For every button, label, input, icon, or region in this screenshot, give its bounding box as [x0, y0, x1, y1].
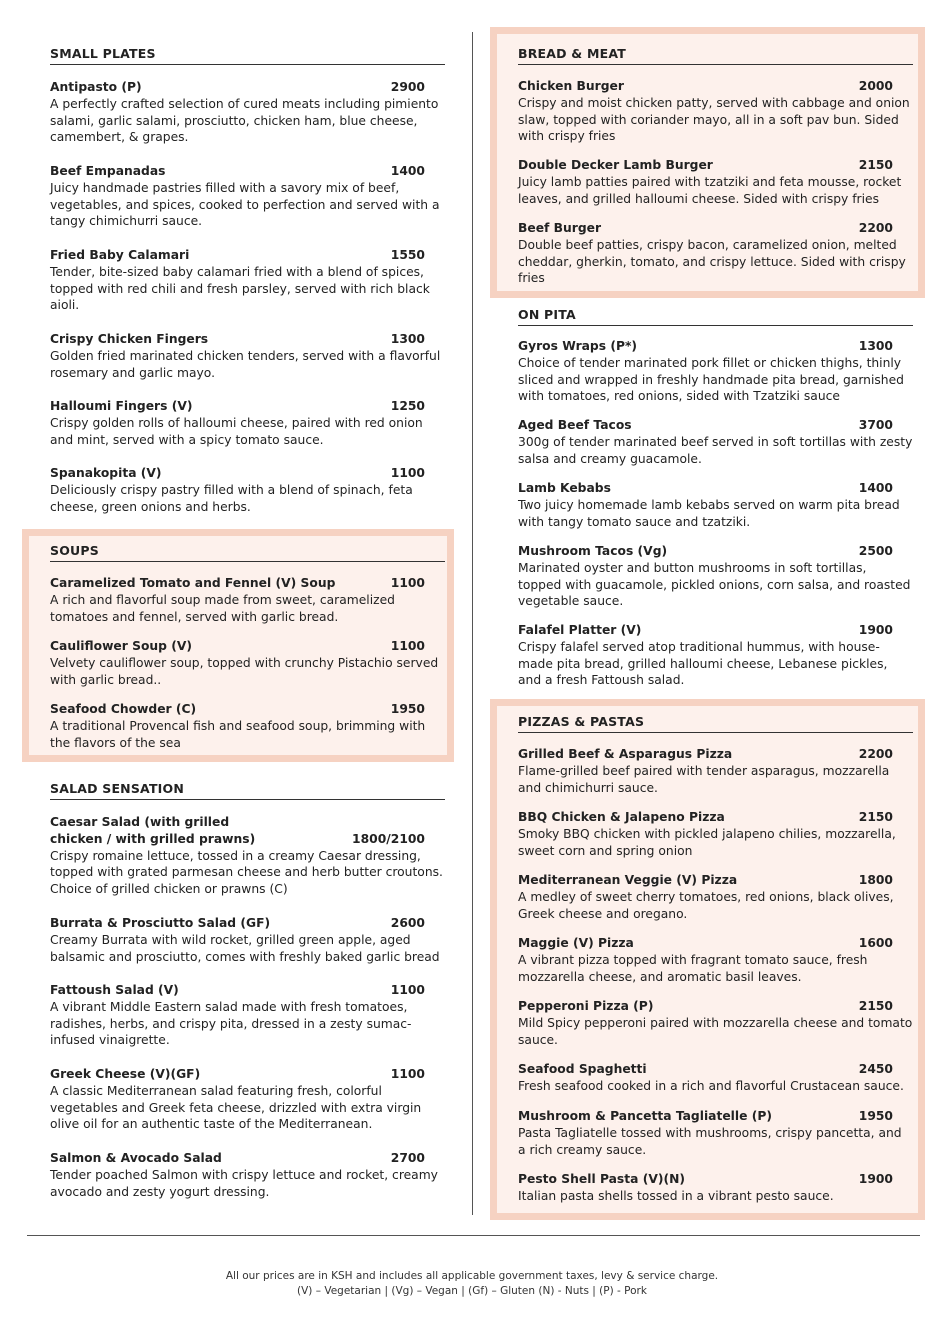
item-description: Golden fried marinated chicken tenders, served with a flavorful rosemary and garlic mayo. [50, 348, 441, 380]
section-pizzas-pastas [490, 699, 925, 1220]
item-price: 1550 [390, 248, 425, 262]
item-name: Burrata & Prosciutto Salad (GF) [50, 916, 271, 930]
item-description: Fresh seafood cooked in a rich and flavorful Crustacean sauce. [518, 1078, 904, 1093]
item-description: A rich and flavorful soup made from sweet, caramelized tomatoes and fennel, served with garlic bread. [50, 592, 395, 624]
item-description: Choice of tender marinated pork fillet or chicken thighs, thinly sliced and wrapped in freshly handmade pita bread, garnished with tomatoes, red onions, sided with Tzatziki sauce [518, 355, 904, 404]
item-description: Double beef patties, crispy bacon, caramelized onion, melted cheddar, gherkin, tomato, and crispy lettuce. Sided with crispy fries [518, 237, 906, 286]
item-price: 1950 [858, 1109, 893, 1123]
item-description: A vibrant pizza topped with fragrant tomato sauce, fresh mozzarella cheese, and aromatic basil leaves. [518, 952, 868, 984]
item-description: Velvety cauliflower soup, topped with crunchy Pistachio served with garlic bread.. [50, 655, 439, 687]
menu-item [518, 220, 906, 287]
item-name: Caesar Salad (with grilled chicken / with grilled prawns) [50, 815, 256, 846]
item-price: 1800/2100 [352, 832, 425, 846]
item-name: Aged Beef Tacos [518, 418, 632, 432]
menu-item [518, 480, 900, 530]
menu-item [50, 638, 439, 688]
item-price: 1900 [858, 1172, 893, 1186]
menu-item [50, 247, 430, 314]
item-description: Crispy falafel served atop traditional hummus, with house-made pita bread, grilled halloumi cheese, Lebanese pickles, and a fresh Fattoush salad. [518, 639, 888, 688]
menu-item [518, 338, 904, 405]
menu-item [50, 163, 440, 230]
item-description: Tender, bite-sized baby calamari fried with a blend of spices, topped with red chili and fresh parsley, served with rich black aioli. [50, 264, 430, 313]
item-name: Mediterranean Veggie (V) Pizza [518, 873, 738, 887]
item-description: A traditional Provencal fish and seafood soup, brimming with the flavors of the sea [50, 718, 426, 750]
menu-item [518, 809, 896, 859]
item-name: Halloumi Fingers (V) [50, 399, 193, 413]
item-price: 2450 [858, 1062, 893, 1076]
footer-divider [27, 1235, 920, 1236]
menu-item [50, 915, 440, 965]
item-description: Crispy romaine lettuce, tossed in a creamy Caesar dressing, topped with grated parmesan cheese and herb butter croutons. Choice of grilled chicken or prawns (C) [50, 848, 443, 897]
item-name: Cauliflower Soup (V) [50, 639, 193, 653]
menu-item [518, 1061, 904, 1095]
menu-item [518, 746, 893, 796]
item-description: A vibrant Middle Eastern salad made with fresh tomatoes, radishes, herbs, and crispy pita, dressed in a zesty sumac-infused vinaigrette. [50, 999, 412, 1048]
section-title: SALAD SENSATION [50, 781, 445, 800]
menu-item [50, 1066, 425, 1133]
menu-item [50, 814, 443, 898]
item-price: 2200 [858, 221, 893, 235]
section-salads [22, 767, 454, 1207]
footer-note [0, 1269, 944, 1299]
item-description: Italian pasta shells tossed in a vibrant pesto sauce. [518, 1188, 834, 1203]
item-price: 1800 [858, 873, 893, 887]
item-description: Tender poached Salmon with crispy lettuce and rocket, creamy avocado and zesty yogurt dressing. [50, 1167, 438, 1199]
menu-item [50, 982, 425, 1049]
item-price: 2500 [858, 544, 893, 558]
menu-item [518, 872, 893, 922]
item-description: Creamy Burrata with wild rocket, grilled green apple, aged balsamic and prosciutto, comes with freshly baked garlic bread [50, 932, 440, 964]
item-price: 1600 [858, 936, 893, 950]
item-price: 1100 [390, 1067, 425, 1081]
menu-item [50, 1150, 438, 1200]
item-description: A classic Mediterranean salad featuring fresh, colorful vegetables and Greek feta cheese, drizzled with extra virgin olive oil for an authentic taste of the Mediterranean. [50, 1083, 422, 1132]
item-description: Juicy handmade pastries filled with a savory mix of beef, vegetables, and spices, cooked to perfection and served with a tangy chimichurri sauce. [50, 180, 440, 229]
item-price: 3700 [858, 418, 893, 432]
menu-item [518, 1108, 902, 1158]
section-soups [22, 529, 454, 762]
item-description: Mild Spicy pepperoni paired with mozzarella cheese and tomato sauce. [518, 1015, 913, 1047]
item-price: 1100 [390, 466, 425, 480]
column-divider [472, 32, 473, 1215]
menu-item [50, 465, 425, 515]
item-price: 2200 [858, 747, 893, 761]
section-bread-meat [490, 27, 925, 298]
menu-item [518, 935, 893, 985]
item-name: Seafood Spaghetti [518, 1062, 647, 1076]
menu-item [50, 331, 441, 381]
item-name: Greek Cheese (V)(GF) [50, 1067, 201, 1081]
item-name: Lamb Kebabs [518, 481, 611, 495]
item-name: Antipasto (P) [50, 80, 142, 94]
menu-item [50, 398, 425, 448]
item-price: 1300 [858, 339, 893, 353]
menu-item [50, 79, 439, 146]
item-description: Crispy and moist chicken patty, served with cabbage and onion slaw, topped with coriander mayo, all in a soft pav bun. Sided with crispy fries [518, 95, 910, 144]
section-title: ON PITA [518, 307, 913, 326]
item-price: 1400 [390, 164, 425, 178]
menu-item [518, 622, 893, 689]
item-price: 1100 [390, 576, 425, 590]
item-description: 300g of tender marinated beef served in soft tortillas with zesty salsa and creamy guacamole. [518, 434, 913, 466]
item-description: Crispy golden rolls of halloumi cheese, paired with red onion and mint, served with a spicy tomato sauce. [50, 415, 423, 447]
item-name: Mushroom & Pancetta Tagliatelle (P) [518, 1109, 772, 1123]
item-name: Crispy Chicken Fingers [50, 332, 209, 346]
menu-item [518, 417, 913, 467]
item-description: Deliciously crispy pastry filled with a blend of spinach, feta cheese, green onions and herbs. [50, 482, 413, 514]
item-price: 2700 [390, 1151, 425, 1165]
footer-legend: (V) – Vegetarian | (Vg) – Vegan | (Gf) – Gluten (N) - Nuts | (P) - Pork [297, 1285, 647, 1297]
section-on-pita [490, 298, 925, 698]
item-name: BBQ Chicken & Jalapeno Pizza [518, 810, 725, 824]
item-description: A perfectly crafted selection of cured meats including pimiento salami, garlic salami, prosciutto, chicken ham, blue cheese, camembert, & grapes. [50, 96, 439, 145]
section-small-plates [22, 32, 454, 522]
item-name: Pepperoni Pizza (P) [518, 999, 654, 1013]
item-price: 2600 [390, 916, 425, 930]
item-price: 1900 [858, 623, 893, 637]
item-name: Salmon & Avocado Salad [50, 1151, 222, 1165]
item-price: 1100 [390, 983, 425, 997]
section-title: SMALL PLATES [50, 46, 445, 65]
item-name: Gyros Wraps (P*) [518, 339, 638, 353]
item-price: 2900 [390, 80, 425, 94]
item-name: Seafood Chowder (C) [50, 702, 197, 716]
menu-item [50, 575, 425, 625]
item-name: Beef Empanadas [50, 164, 166, 178]
item-price: 1400 [858, 481, 893, 495]
item-description: A medley of sweet cherry tomatoes, red onions, black olives, Greek cheese and oregano. [518, 889, 894, 921]
item-name: Fried Baby Calamari [50, 248, 190, 262]
item-name: Falafel Platter (V) [518, 623, 642, 637]
menu-item [518, 78, 910, 145]
item-name: Fattoush Salad (V) [50, 983, 179, 997]
item-price: 1250 [390, 399, 425, 413]
item-name: Grilled Beef & Asparagus Pizza [518, 747, 733, 761]
menu-item [50, 701, 425, 751]
item-price: 1950 [390, 702, 425, 716]
item-name: Mushroom Tacos (Vg) [518, 544, 668, 558]
menu-item [518, 157, 902, 207]
item-description: Flame-grilled beef paired with tender asparagus, mozzarella and chimichurri sauce. [518, 763, 890, 795]
item-name: Caramelized Tomato and Fennel (V) Soup [50, 576, 336, 590]
section-title: PIZZAS & PASTAS [518, 714, 913, 733]
item-price: 2150 [858, 810, 893, 824]
item-description: Two juicy homemade lamb kebabs served on warm pita bread with tangy tomato sauce and tzatziki. [518, 497, 900, 529]
item-price: 1100 [390, 639, 425, 653]
item-price: 2000 [858, 79, 893, 93]
footer-price-note: All our prices are in KSH and includes all applicable government taxes, levy & service charge. [225, 1270, 719, 1282]
item-name: Beef Burger [518, 221, 602, 235]
item-name: Maggie (V) Pizza [518, 936, 634, 950]
item-description: Pasta Tagliatelle tossed with mushrooms, crispy pancetta, and a rich creamy sauce. [518, 1125, 902, 1157]
section-title: BREAD & MEAT [518, 46, 913, 65]
section-title: SOUPS [50, 543, 445, 562]
item-description: Smoky BBQ chicken with pickled jalapeno chilies, mozzarella, sweet corn and spring onion [518, 826, 896, 858]
menu-item [518, 543, 911, 610]
item-price: 2150 [858, 999, 893, 1013]
item-description: Marinated oyster and button mushrooms in soft tortillas, topped with guacamole, pickled onions, corn salsa, and roasted vegetable sauce. [518, 560, 911, 609]
item-price: 2150 [858, 158, 893, 172]
item-price: 1300 [390, 332, 425, 346]
menu-item [518, 1171, 893, 1205]
item-name: Spanakopita (V) [50, 466, 162, 480]
item-description: Juicy lamb patties paired with tzatziki and feta mousse, rocket leaves, and grilled halloumi cheese. Sided with crispy fries [518, 174, 902, 206]
item-name: Pesto Shell Pasta (V)(N) [518, 1172, 685, 1186]
item-name: Chicken Burger [518, 79, 624, 93]
item-name: Double Decker Lamb Burger [518, 158, 713, 172]
menu-item [518, 998, 913, 1048]
